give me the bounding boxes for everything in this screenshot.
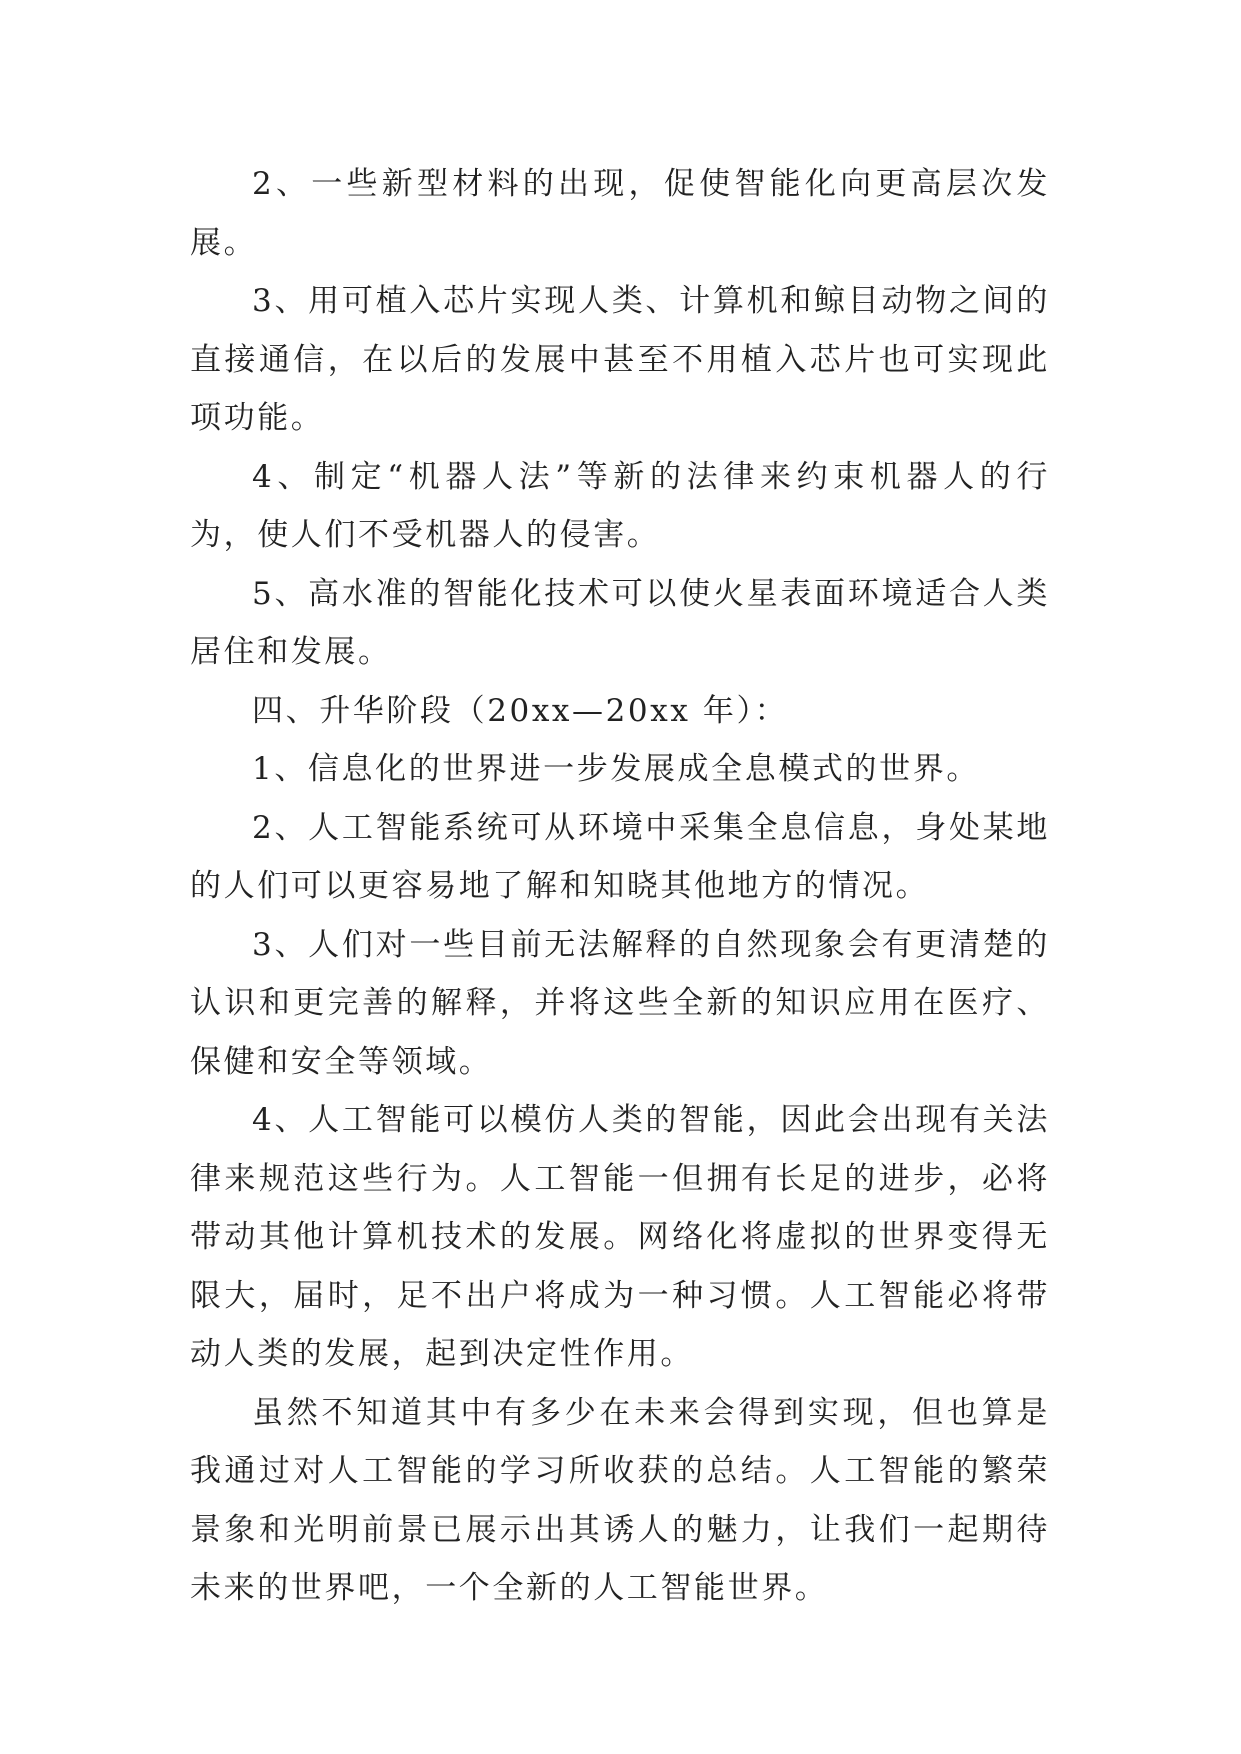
section-heading-stage-four: 四、升华阶段（20xx—20xx 年）：: [252, 692, 789, 729]
paragraph-stage-four-1: 1、信息化的世界进一步发展成全息模式的世界。: [252, 751, 980, 787]
conclusion-paragraph: 虽然不知道其中有多少在未来会得到实现，但也算是我通过对人工智能的学习所收获的总结。人工智能的繁荣景象和光明前景已展示出其诱人的魅力，让我们一起期待未来的世界吧，一个全新的人工智能世界。: [190, 1394, 1050, 1606]
paragraph-item-3: 3、用可植入芯片实现人类、计算机和鲸目动物之间的直接通信，在以后的发展中甚至不用植入芯片也可实现此项功能。: [190, 283, 1050, 436]
paragraph-stage-four-2: 2、人工智能系统可从环境中采集全息信息，身处某地的人们可以更容易地了解和知晓其他地方的情况。: [190, 809, 1050, 904]
paragraph-item-2: 2、一些新型材料的出现，促使智能化向更高层次发展。: [190, 166, 1050, 261]
paragraph-item-5: 5、高水准的智能化技术可以使火星表面环境适合人类居住和发展。: [190, 575, 1050, 670]
paragraph-stage-four-4: 4、人工智能可以模仿人类的智能，因此会出现有关法律来规范这些行为。人工智能一但拥有长足的进步，必将带动其他计算机技术的发展。网络化将虚拟的世界变得无限大，届时，足不出户将成为一种习惯。人工智能必将带动人类的发展，起到决定性作用。: [190, 1102, 1050, 1372]
paragraph-stage-four-3: 3、人们对一些目前无法解释的自然现象会有更清楚的认识和更完善的解释，并将这些全新的知识应用在医疗、保健和安全等领域。: [190, 926, 1050, 1080]
paragraph-item-4: 4、制定“机器人法”等新的法律来约束机器人的行为，使人们不受机器人的侵害。: [190, 458, 1050, 553]
document-body: [190, 155, 1050, 1618]
